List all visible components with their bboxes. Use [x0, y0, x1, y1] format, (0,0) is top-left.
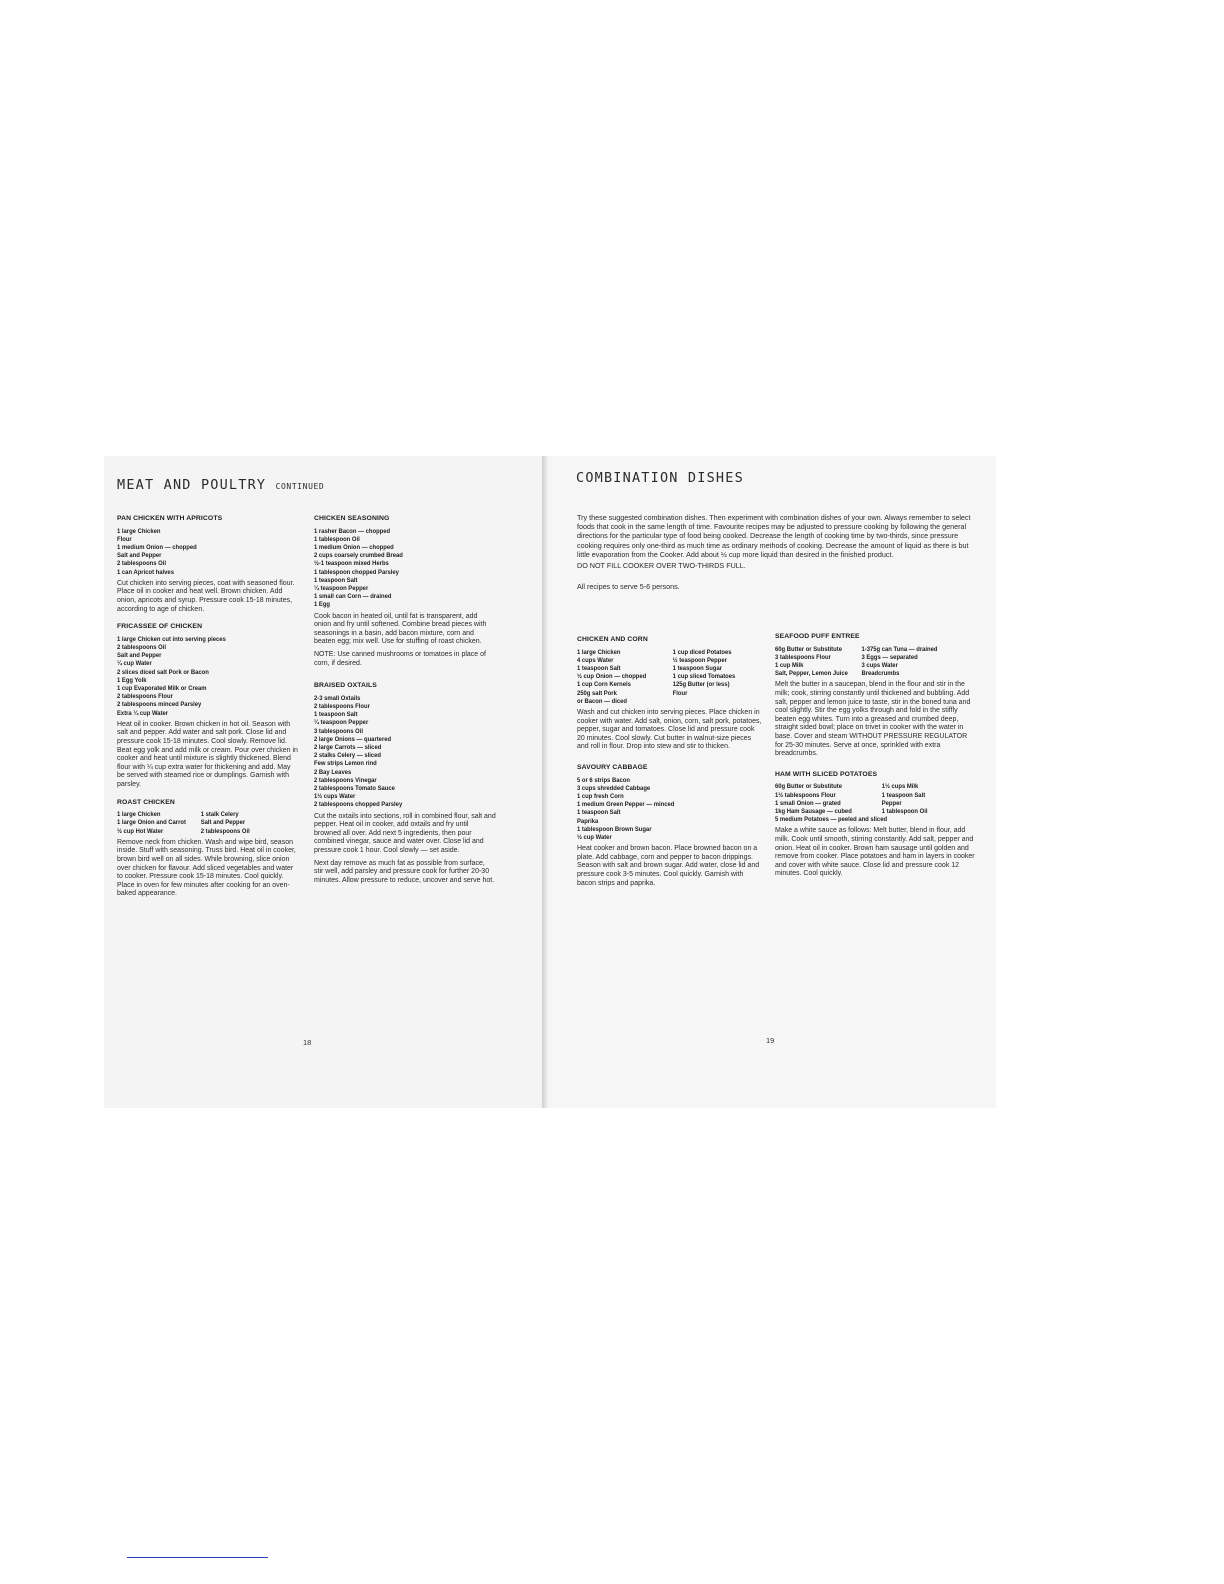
ingredient: 1 Egg Yolk [117, 676, 147, 684]
ingredient: 2 tablespoons Oil [200, 827, 250, 835]
ingredient: Salt and Pepper [117, 652, 162, 660]
recipe-method: Melt the butter in a saucepan, blend in the flour and stir in the milk; cook, stirring constantly until thickened and bubbling. Add salt, pepper and lemon juice to taste, stir in the boned tuna and cool slightly. Stir the egg yolks through and fold in the stiffly beaten egg whites. Turn into a greased and crumbed deep, straight sided bowl; place on trivet in cooker with the water in base. Cover and steam WITHOUT PRESSURE REGULATOR for 25-30 minutes. Serve at once, sprinkled with extra breadcrumbs. [775, 681, 971, 758]
page-number-right: 19 [766, 1036, 775, 1045]
warning-text: DO NOT FILL COOKER OVER TWO-THIRDS FULL. [577, 561, 746, 571]
ingredient-grid [577, 649, 748, 706]
ingredient-list [117, 528, 284, 577]
ingredient: 1 cup fresh Corn [577, 792, 624, 800]
ingredient: 2 tablespoons Tomato Sauce [314, 785, 395, 793]
ingredient: Few strips Lemon rind [314, 760, 377, 768]
left-column-1 [117, 515, 299, 908]
right-column-2 [775, 633, 975, 888]
ingredient: 3 cups shredded Cabbage [577, 784, 651, 792]
ingredient: 1-375g can Tuna — drained [861, 645, 938, 653]
ingredient: Pepper [881, 799, 902, 807]
ingredient: 1 medium Onion — chopped [314, 544, 394, 551]
ingredient: Extra ¼ cup Water [117, 709, 169, 717]
ingredient: Paprika [577, 817, 599, 825]
ingredient: or Bacon — diced [577, 697, 627, 705]
ingredient: 1 cup Milk [775, 662, 804, 669]
ingredient: 4 cups Water [577, 656, 614, 664]
ingredient: 1 large Onion and Carrot [117, 819, 186, 827]
right-column-1 [577, 636, 763, 897]
ingredient: Salt and Pepper [200, 819, 246, 827]
ingredient: 2 tablespoons Vinegar [314, 776, 377, 784]
ingredient: ½ teaspoon Pepper [672, 656, 727, 664]
ingredient: ½ cup Onion — chopped [577, 673, 647, 681]
ingredient: 1 medium Green Pepper — minced [577, 801, 675, 809]
recipe-title: BRAISED OXTAILS [314, 682, 377, 690]
ingredient: 1 teaspoon Salt [314, 576, 358, 584]
ingredient: Breadcrumbs [861, 670, 900, 678]
recipe-method: Heat cooker and brown bacon. Place browned bacon on a plate. Add cabbage, corn and pepper to bacon drippings. Season with salt and brown sugar. Add water, close lid and pressure cook 3-5 minutes. Cool quickly. Garnish with bacon strips and paprika. [577, 845, 760, 887]
ingredient: 2 tablespoons Oil [117, 643, 167, 651]
ingredient-grid [775, 783, 959, 816]
ingredient: 1 teaspoon Salt [577, 809, 621, 817]
recipe-title: FRICASSEE OF CHICKEN [117, 623, 203, 631]
ingredient: 1 can Apricot halves [117, 568, 174, 576]
recipe-title: SAVOURY CABBAGE [577, 763, 648, 771]
ingredient: 1 medium Onion — chopped [117, 544, 197, 551]
ingredient: 1 cup sliced Tomatoes [672, 673, 736, 681]
ingredient: 2 tablespoons chopped Parsley [314, 801, 403, 809]
ingredient: 1 Egg [314, 601, 331, 609]
ingredient: ¼ teaspoon Pepper [314, 585, 369, 593]
recipe-method: Cut the oxtails into sections, roll in combined flour, salt and pepper. Heat oil in cooker, add oxtails and fry until browned all over. Add next 5 ingredients, then pour combined vinegar, sauce and water over. Close lid and pressure cook 1 hour. Cool slowly — set aside. [314, 812, 496, 854]
underline-link[interactable] [127, 1557, 268, 1558]
ingredient: 1 cup Corn Kernels [577, 681, 631, 689]
ingredient: 1 small Onion — grated [775, 799, 841, 807]
ingredient: 3 cups Water [861, 662, 898, 669]
ingredient: 1 tablespoon Brown Sugar [577, 825, 652, 833]
recipe-method-continued: Next day remove as much fat as possible from surface, stir well, add parsley and pressure cook for further 20-30 minutes. Allow pressure to reduce, uncover and serve hot. [314, 859, 495, 884]
ingredient: 2 stalks Celery — sliced [314, 752, 382, 760]
ingredient: 2 tablespoons minced Parsley [117, 701, 202, 709]
ingredient: 1 stalk Celery [200, 811, 239, 819]
serves-text: All recipes to serve 5-6 persons. [577, 582, 680, 592]
ingredient: ¼ cup Water [117, 660, 152, 668]
ingredient-list [577, 777, 748, 843]
ingredient: 2 tablespoons Oil [117, 560, 167, 568]
ingredient: 1½ tablespoons Flour [775, 791, 836, 799]
intro-block [577, 513, 975, 591]
ingredient: 1 teaspoon Salt [881, 791, 926, 799]
ingredient: 1kg Ham Sausage — cubed [775, 807, 852, 815]
ingredient: 1 large Chicken cut into serving pieces [117, 635, 226, 643]
ingredient-list [314, 695, 481, 810]
recipe-title: HAM WITH SLICED POTATOES [775, 770, 878, 778]
ingredient: 2 Bay Leaves [314, 768, 352, 776]
ingredient: Flour [672, 689, 688, 697]
ingredient: 125g Butter (or less) [672, 681, 730, 689]
recipe-method: Wash and cut chicken into serving pieces. Place chicken in cooker with water. Add salt, onion, corn, salt pork, potatoes, pepper, sugar and tomatoes. Close lid and pressure cook 20 minutes. Cool slowly. Cut butter in walnut-size pieces and roll in flour. Drop into stew and stir to thicken. [577, 709, 762, 751]
page-number-left: 18 [303, 1038, 312, 1047]
ingredient: ½ cup Water [577, 834, 612, 841]
ingredient: 1 rasher Bacon — chopped [314, 527, 391, 535]
recipe-method: Cook bacon in heated oil, until fat is transparent, add onion and fry until softened. Combine bread pieces with seasonings in a basin, add bacon mixture, corn and beaten egg; mix well. Use for stuffing of roast chicken. [314, 612, 487, 646]
ingredient: 60g Butter or Substitute [775, 645, 842, 653]
ingredient: 1 cup diced Potatoes [672, 648, 732, 656]
ingredient: Flour [117, 535, 132, 543]
ingredient: 2 large Onions — quartered [314, 735, 392, 743]
ingredient: 1 tablespoon Oil [314, 535, 360, 543]
ingredient: Salt, Pepper, Lemon Juice [775, 670, 848, 678]
recipe-title: CHICKEN SEASONING [314, 515, 390, 522]
ingredient: 2 large Carrots — sliced [314, 744, 382, 751]
ingredient-list [117, 636, 284, 718]
ingredient: 60g Butter or Substitute [775, 783, 842, 791]
ingredient: 250g salt Pork [577, 689, 617, 697]
ingredient: 2 tablespoons Flour [314, 702, 370, 710]
ingredient: 3 tablespoons Oil [314, 727, 364, 735]
ingredient: 2 cups coarsely crumbed Bread [314, 552, 403, 560]
ingredient: 3 Eggs — separated [861, 653, 918, 661]
ingredient-list [314, 528, 481, 610]
recipe-method: Heat oil in cooker. Brown chicken in hot oil. Season with salt and pepper. Add water and salt pork. Close lid and pressure cook 15-18 minutes. Cool slowly. Remove lid. Beat egg yolk and add milk or cream. Pour over chicken in cooker and heat until mixture is slightly thickened. Blend flour with ¼ cup extra water for thickening and add. May be served with steamed rice or dumplings. Garnish with parsley. [117, 720, 298, 788]
ingredient: 2 tablespoons Flour [117, 693, 173, 701]
ingredient: 2 slices diced salt Pork or Bacon [117, 668, 209, 676]
ingredient: 5 or 6 strips Bacon [577, 776, 630, 784]
ingredient: 1 large Chicken [117, 811, 161, 819]
ingredient: Salt and Pepper [117, 552, 162, 560]
right-page-heading: COMBINATION DISHES [576, 470, 744, 486]
ingredient: 1 small can Corn — drained [314, 593, 392, 601]
recipe-title: CHICKEN AND CORN [577, 636, 648, 643]
ingredient: ¼ teaspoon Pepper [314, 719, 369, 727]
ingredient: 1½ cups Water [314, 793, 356, 801]
ingredient: 5 medium Potatoes — peeled and sliced [775, 816, 888, 824]
ingredient: 1½ cups Milk [881, 783, 919, 791]
recipe-title: ROAST CHICKEN [117, 798, 175, 806]
recipe-title: PAN CHICKEN WITH APRICOTS [117, 515, 223, 522]
ingredient: 1 cup Evaporated Milk or Cream [117, 685, 207, 692]
ingredient: ½ cup Hot Water [117, 827, 164, 835]
ingredient: 1 teaspoon Sugar [672, 665, 723, 672]
ingredient: 1 tablespoon chopped Parsley [314, 568, 399, 576]
ingredient-grid [775, 646, 959, 679]
ingredient: 1 large Chicken [117, 527, 161, 535]
recipe-note: NOTE: Use canned mushrooms or tomatoes in place of corn, if desired. [314, 651, 486, 667]
heading-text: MEAT AND POULTRY [117, 477, 267, 493]
ingredient: 2-3 small Oxtails [314, 694, 361, 702]
ingredient: 1 tablespoon Oil [881, 807, 928, 815]
recipe-method: Cut chicken into serving pieces, coat with seasoned flour. Place oil in cooker and heat well. Brown chicken. Add onion, apricots and syrup. Pressure cook 15-18 minutes, according to age of chicken. [117, 579, 295, 613]
ingredient: 1 teaspoon Salt [577, 665, 621, 672]
intro-text: Try these suggested combination dishes. Then experiment with combination dishes of your own. Always remember to select foods that cook in the same length of time. Favourite recipes may be adjusted to pressure cooking by following the general directions for the particular type of food being cooked. Decrease the length of cooking time by two-thirds, since pressure cooking requires only one-third as much time as ordinary methods of cooking. Decrease the amount of liquid as there is but little evaporation from the Cooker. Add about ½ cup more liquid than desired in the finished product. [577, 513, 971, 559]
ingredient: 3 tablespoons Flour [775, 653, 831, 661]
ingredient: 1 large Chicken [577, 648, 621, 656]
left-column-2 [314, 515, 496, 894]
left-page-heading [117, 477, 324, 493]
ingredient: ½-1 teaspoon mixed Herbs [314, 560, 389, 568]
heading-suffix: CONTINUED [275, 482, 325, 491]
ingredient: 1 teaspoon Salt [314, 711, 358, 719]
recipe-method: Make a white sauce as follows: Melt butter, blend in flour, add milk. Cook until smooth, stirring constantly. Add salt, pepper and onion. Heat oil in cooker. Brown ham sausage until golden and remove from cooker. Place potatoes and ham in layers in cooker and cover with white sauce. Close lid and pressure cook 12 minutes. Cool quickly. [775, 827, 975, 878]
recipe-title: SEAFOOD PUFF ENTREE [775, 633, 860, 640]
recipe-method: Remove neck from chicken. Wash and wipe bird, season inside. Stuff with seasoning. Truss bird. Heat oil in cooker, brown bird well on all sides. While browning, slice onion over chicken for flavour. Add sliced vegetables and water to cooker. Pressure cook 15-18 minutes. Cool quickly. Place in oven for few minutes after cooking for an oven-baked appearance. [117, 838, 296, 898]
ingredient [673, 698, 748, 706]
ingredient-grid [117, 811, 284, 836]
